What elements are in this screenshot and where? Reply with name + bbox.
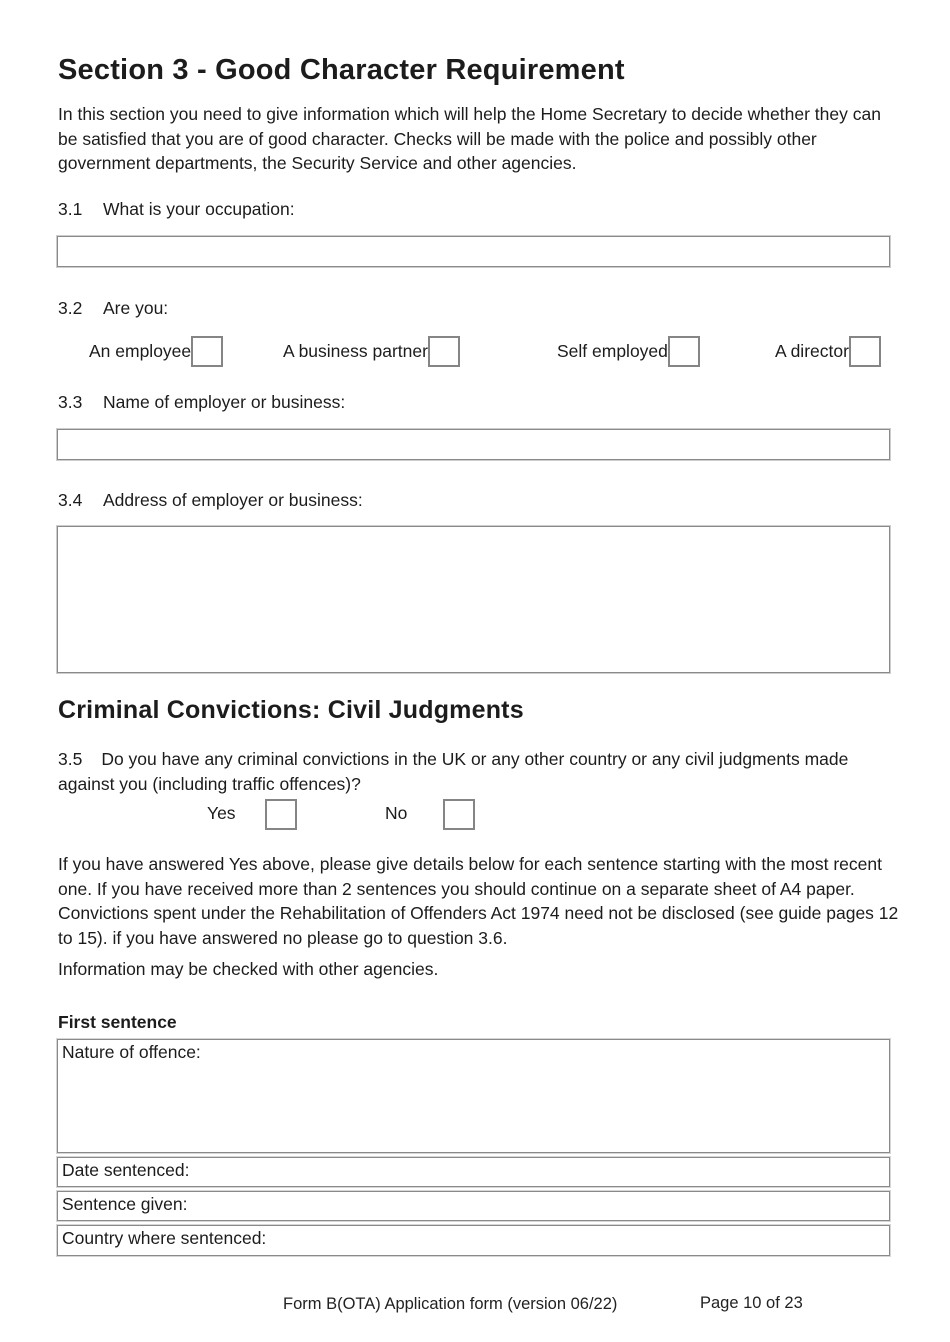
subsection-title: Criminal Convictions: Civil Judgments xyxy=(58,696,524,724)
question-3-5 xyxy=(58,747,894,796)
question-3-3-label: Name of employer or business: xyxy=(103,392,346,412)
date-sentenced-field[interactable]: Date sentenced: xyxy=(57,1157,890,1187)
nature-of-offence-field[interactable]: Nature of offence: xyxy=(57,1039,890,1153)
question-3-1-label: What is your occupation: xyxy=(103,199,295,219)
question-3-5-label: Do you have any criminal convictions in the UK or any other country or any civil judgments made against you (including traffic offences)? xyxy=(58,749,849,794)
details-note: If you have answered Yes above, please give details below for each sentence starting with the most recent one. If you have received more than 2 sentences you should continue on a separate sheet of A4 paper. Convictions spent under the Rehabilitation of Offenders Act 1974 need not be disclosed (see guide pages 12 to 15). if you have answered no please go to question 3.6. xyxy=(58,854,899,948)
employment-type-options xyxy=(58,334,890,368)
question-3-3 xyxy=(58,392,345,413)
question-3-5-number: 3.5 xyxy=(58,749,83,769)
checkbox-self-employed[interactable] xyxy=(668,336,700,367)
option-self-employed xyxy=(557,334,700,368)
checkbox-yes[interactable] xyxy=(265,799,297,830)
first-sentence-table xyxy=(57,1039,890,1256)
option-self-employed-label: Self employed xyxy=(557,340,668,361)
question-3-2 xyxy=(58,298,168,319)
option-a-business-partner-label: A business partner xyxy=(283,340,428,361)
footer-page-number: Page 10 of 23 xyxy=(700,1294,803,1312)
question-3-4 xyxy=(58,490,363,511)
option-a-business-partner xyxy=(283,334,460,368)
option-a-director xyxy=(775,334,881,368)
question-3-1 xyxy=(58,199,295,220)
checkbox-an-employee[interactable] xyxy=(191,336,223,367)
yes-label: Yes xyxy=(207,803,236,823)
question-3-3-number: 3.3 xyxy=(58,392,83,412)
option-an-employee-label: An employee xyxy=(89,340,192,361)
no-label: No xyxy=(385,803,408,823)
agencies-note: Information may be checked with other agencies. xyxy=(58,959,439,979)
footer-form-id: Form B(OTA) Application form (version 06/22) xyxy=(283,1295,618,1313)
option-an-employee xyxy=(89,334,223,368)
question-3-4-label: Address of employer or business: xyxy=(103,490,363,510)
occupation-input[interactable] xyxy=(57,236,890,267)
question-3-4-number: 3.4 xyxy=(58,490,83,510)
employer-name-input[interactable] xyxy=(57,429,890,460)
option-a-director-label: A director xyxy=(775,340,849,361)
sentence-given-field[interactable]: Sentence given: xyxy=(57,1191,890,1221)
checkbox-no[interactable] xyxy=(443,799,475,830)
convictions-yes-no xyxy=(58,799,890,833)
checkbox-a-business-partner[interactable] xyxy=(428,336,460,367)
employer-address-input[interactable] xyxy=(57,526,890,673)
country-sentenced-field[interactable]: Country where sentenced: xyxy=(57,1225,890,1256)
question-3-2-label: Are you: xyxy=(103,298,169,318)
question-3-2-number: 3.2 xyxy=(58,298,83,318)
section-title: Section 3 - Good Character Requirement xyxy=(58,54,625,86)
intro-paragraph: In this section you need to give information which will help the Home Secretary to decide whether they can be satisfied that you are of good character. Checks will be made with the police and possibly other government departments, the Security Service and other agencies. xyxy=(58,104,881,173)
first-sentence-heading: First sentence xyxy=(58,1012,177,1032)
question-3-1-number: 3.1 xyxy=(58,199,83,219)
checkbox-a-director[interactable] xyxy=(849,336,881,367)
